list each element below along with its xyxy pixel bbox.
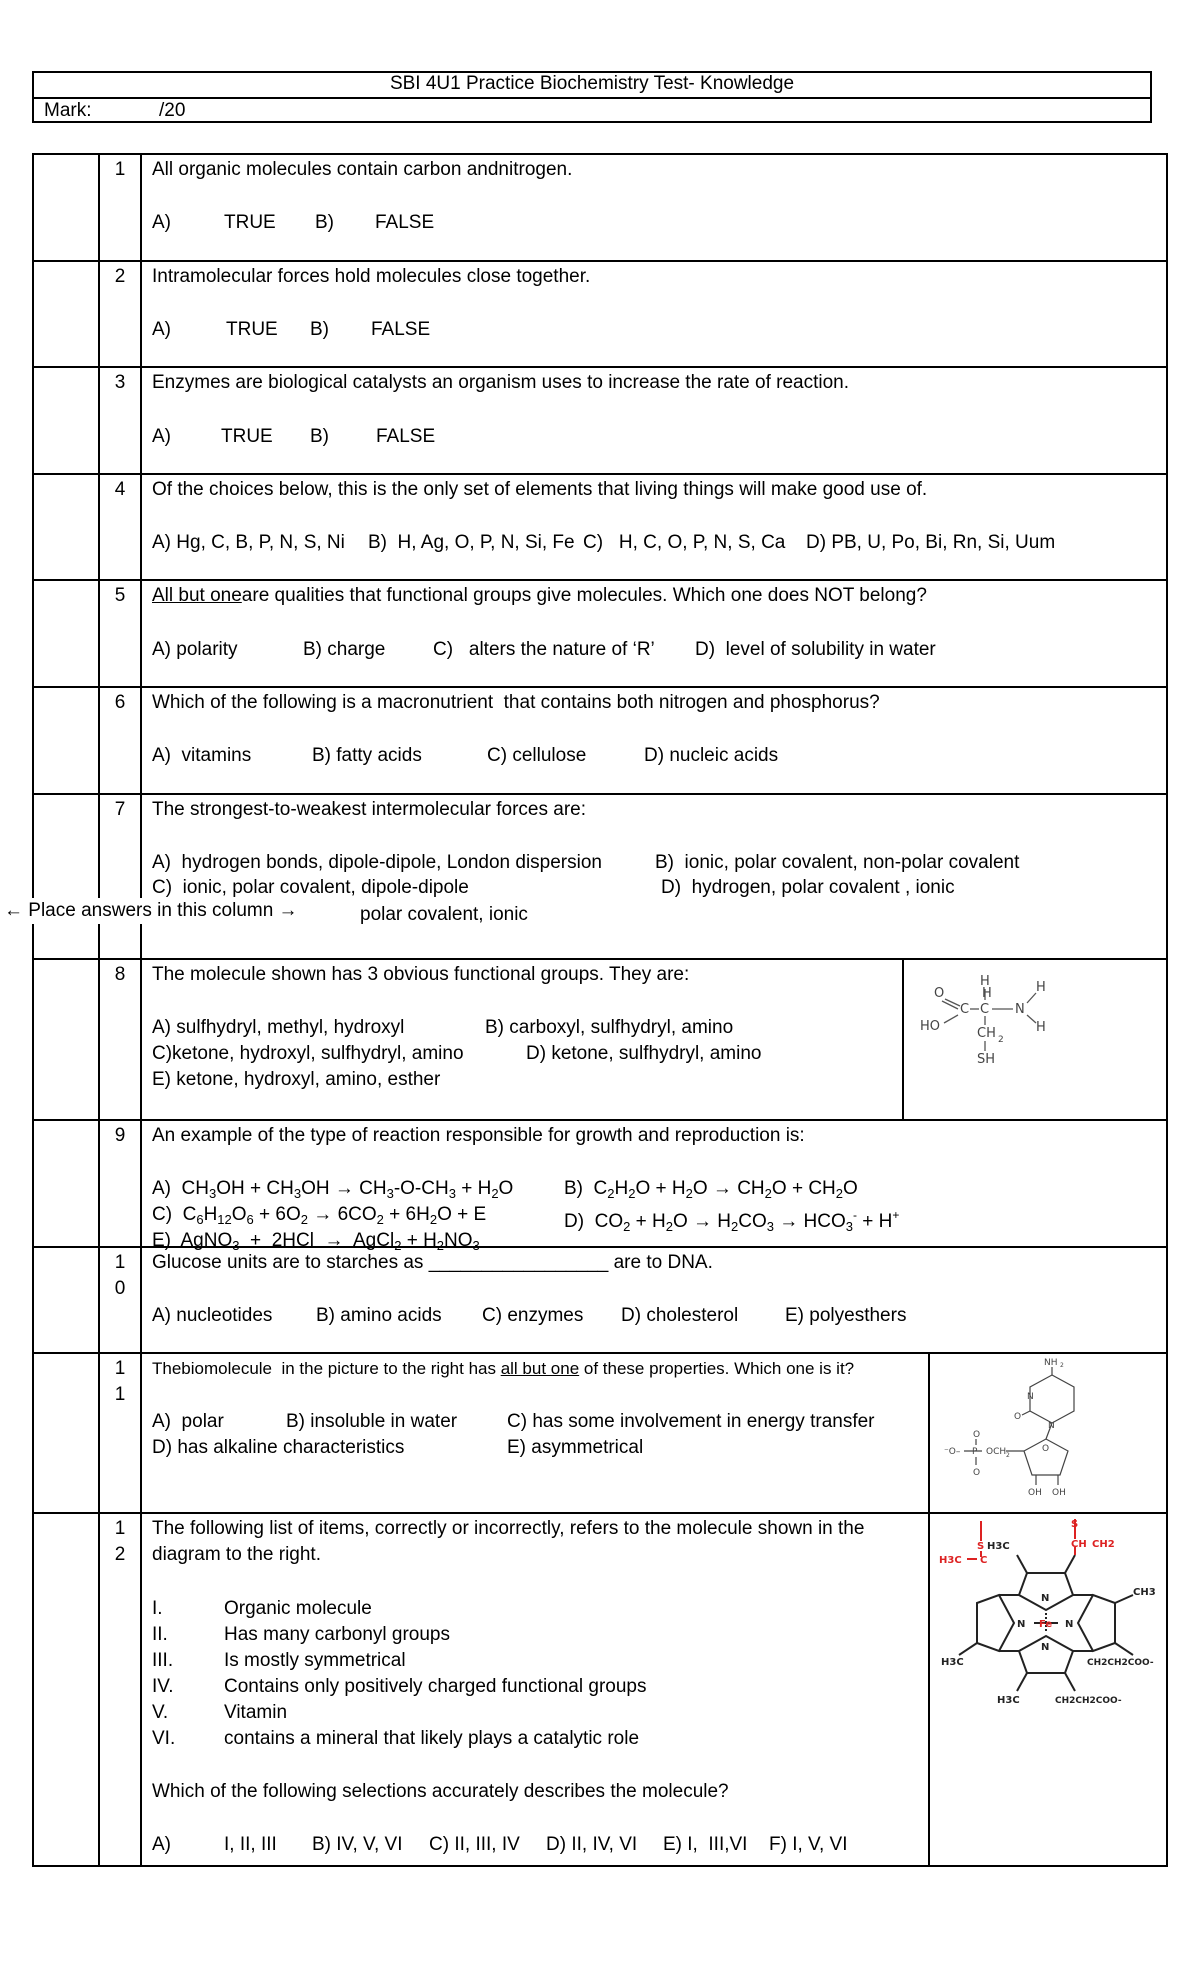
question-stem: Enzymes are biological catalysts an organism uses to increase the rate of reaction.	[152, 372, 850, 393]
option: B) carboxyl, sulfhydryl, amino	[485, 1017, 734, 1038]
option: TRUE	[226, 319, 278, 340]
question-number: 6	[114, 692, 126, 713]
atom-label: H3C	[997, 1695, 1020, 1706]
list-item-text: Organic molecule	[224, 1598, 372, 1619]
atom-label: OCH	[986, 1447, 1007, 1457]
list-item-text: Has many carbonyl groups	[224, 1624, 450, 1645]
option: B) insoluble in water	[286, 1411, 458, 1432]
question-number: 3	[114, 372, 126, 393]
atom-label: S	[1071, 1519, 1079, 1530]
atom-label: NH	[1044, 1358, 1058, 1368]
cysteine-structure-image	[912, 963, 1062, 1073]
option: A) $CH_3OH + CH_3OH \to CH_3-O-CH_3 + H_2O$	[152, 1178, 514, 1201]
header-divider	[34, 97, 1152, 99]
option: D) II, IV, VI	[546, 1834, 638, 1855]
option: FALSE	[375, 212, 435, 233]
option: B) $C_2H_2O + H_2O \to CH_2O + CH_2O$	[564, 1178, 858, 1201]
option: F) I, V, VI	[769, 1834, 848, 1855]
option: FALSE	[376, 426, 436, 447]
list-item-numeral: I.	[152, 1598, 163, 1619]
question-stem: The strongest-to-weakest intermolecular forces are:	[152, 799, 587, 820]
atom-label: N	[1017, 1619, 1026, 1630]
option: D) cholesterol	[621, 1305, 739, 1326]
question-stem: The following list of items, correctly or incorrectly, refers to the molecule shown in the diagram to the right.	[152, 1518, 865, 1565]
atom-label: O	[973, 1468, 981, 1478]
atom-label: OH	[1028, 1488, 1042, 1498]
atom-label: CH	[1071, 1539, 1087, 1550]
question-stem: Thebiomolecule in the picture to the right has all but one of these properties. Which one is it?	[152, 1359, 855, 1378]
option: B) fatty acids	[312, 745, 422, 766]
svg-text:⁻O–: ⁻O–	[944, 1447, 961, 1457]
list-item-numeral: II.	[152, 1624, 168, 1645]
option: C) $C_6H_{12}O_6 + 6O_2 \to 6CO_2 + 6H_2O + E$	[152, 1204, 487, 1227]
option: B) charge	[303, 639, 386, 660]
question-number: 7	[114, 799, 126, 820]
question-stem: Which of the following is a macronutrient that contains both nitrogen and phosphorus?	[152, 692, 880, 713]
atom-label: H	[1036, 1020, 1046, 1035]
atom-label: N	[1065, 1619, 1074, 1630]
atom-label: 2	[1006, 1452, 1010, 1459]
atom-label: CH2	[1092, 1539, 1115, 1550]
option: B)	[310, 319, 329, 340]
option: TRUE	[221, 426, 273, 447]
atom-label: H3C	[939, 1555, 962, 1566]
atom-label: Fe	[1039, 1619, 1053, 1630]
question-number: 1 2	[114, 1518, 126, 1565]
option: C) alters the nature of ‘R’	[433, 639, 655, 660]
atom-label: N	[1048, 1421, 1055, 1431]
list-item-text: contains a mineral that likely plays a catalytic role	[224, 1728, 640, 1749]
option: D) level of solubility in water	[695, 639, 936, 660]
option: E) I, III,VI	[663, 1834, 748, 1855]
atom-label: S	[977, 1541, 985, 1552]
question-number: 2	[114, 266, 126, 287]
option: D) hydrogen, polar covalent , ionic	[661, 877, 955, 898]
option: D) PB, U, Po, Bi, Rn, Si, Uum	[806, 532, 1056, 553]
list-item-text: Contains only positively charged functional groups	[224, 1676, 647, 1697]
atom-label: O	[1014, 1412, 1022, 1422]
question-stem: The molecule shown has 3 obvious functional groups. They are:	[152, 964, 690, 985]
option: TRUE	[224, 212, 276, 233]
question-table	[32, 153, 1168, 1866]
question-number: 1 1	[114, 1358, 126, 1405]
underlined-phrase: All but one	[152, 585, 242, 606]
question-number: 9	[114, 1125, 126, 1146]
test-header	[32, 71, 1152, 123]
atom-label: HO	[920, 1019, 941, 1034]
option: A)	[152, 426, 171, 447]
atom-label: O	[934, 986, 945, 1001]
atom-label: 2	[1060, 1362, 1064, 1369]
option: B) ionic, polar covalent, non-polar covalent	[655, 852, 1020, 873]
list-item-text: Vitamin	[224, 1702, 288, 1723]
question-number: 1 0	[114, 1252, 126, 1299]
atom-label: 2	[998, 1035, 1004, 1045]
atom-label: N	[1027, 1392, 1034, 1402]
option: B) H, Ag, O, P, N, Si, Fe	[368, 532, 575, 553]
question-stem: Glucose units are to starches as _________________ are to DNA.	[152, 1252, 713, 1273]
atom-label: H	[1036, 980, 1046, 995]
option-clipped: C) ionic, polar covalent, dipole-dipole	[152, 877, 469, 898]
option: FALSE	[371, 319, 431, 340]
atom-label: C	[980, 1555, 988, 1566]
option: D) $CO_2 + H_2O \to H_2CO_3 \to HCO_3^- + H^+$	[564, 1208, 900, 1234]
question-number: 4	[114, 479, 126, 500]
option: A) sulfhydryl, methyl, hydroxyl	[152, 1017, 405, 1038]
option: B)	[310, 426, 329, 447]
option: A)	[152, 212, 171, 233]
option: E) asymmetrical	[507, 1437, 644, 1458]
atom-label: H3C	[987, 1541, 1010, 1552]
option-continued: polar covalent, ionic	[360, 904, 528, 925]
option: A) polar	[152, 1411, 224, 1432]
question-stem: Of the choices below, this is the only set of elements that living things will make good use of.	[152, 479, 928, 500]
option: C) enzymes	[482, 1305, 584, 1326]
list-item-numeral: IV.	[152, 1676, 174, 1697]
question-number: 5	[114, 585, 126, 606]
option: C) II, III, IV	[429, 1834, 520, 1855]
option: A)	[152, 319, 171, 340]
question-stem: All but oneare qualities that functional groups give molecules. Which one does NOT belong?	[152, 585, 927, 606]
list-item-numeral: III.	[152, 1650, 174, 1671]
option: E) polyesthers	[785, 1305, 907, 1326]
mark-label: Mark:	[44, 100, 92, 121]
atom-label: P	[972, 1447, 978, 1457]
option: E) AgNO$_3$ + 2HCl → AgCl$_2$ + $H_2NO_3$	[152, 1230, 480, 1253]
option: B)	[315, 212, 334, 233]
list-item-numeral: VI.	[152, 1728, 176, 1749]
atom-label: CH3	[1133, 1587, 1156, 1598]
option: B) amino acids	[316, 1305, 442, 1326]
option: E) ketone, hydroxyl, amino, esther	[152, 1069, 441, 1090]
nucleotide-structure-image	[942, 1355, 1122, 1505]
list-item-numeral: V.	[152, 1702, 169, 1723]
mark-value: /20	[159, 100, 186, 121]
option: C) H, C, O, P, N, S, Ca	[583, 532, 786, 553]
atom-label: SH	[977, 1052, 996, 1067]
atom-label: N	[1041, 1593, 1050, 1604]
question-prompt: Which of the following selections accurately describes the molecule?	[152, 1781, 729, 1802]
atom-label: CH	[977, 1026, 996, 1041]
option: I, II, III	[224, 1834, 277, 1855]
option: C) cellulose	[487, 745, 587, 766]
option: A) Hg, C, B, P, N, S, Ni	[152, 532, 345, 553]
atom-label: N	[1015, 1002, 1025, 1017]
test-title: SBI 4U1 Practice Biochemistry Test- Knowledge	[389, 73, 795, 94]
atom-label: C	[960, 1002, 970, 1017]
option: C) has some involvement in energy transfer	[507, 1411, 875, 1432]
atom-label: C	[980, 1002, 990, 1017]
option: C)ketone, hydroxyl, sulfhydryl, amino	[152, 1043, 464, 1064]
atom-label: CH2CH2COO-	[1087, 1658, 1154, 1668]
question-number: 8	[114, 964, 126, 985]
option: A) vitamins	[152, 745, 252, 766]
option: A)	[152, 1834, 171, 1855]
answer-column-note: ← Place answers in this column →	[0, 898, 302, 924]
heme-structure-image	[937, 1515, 1163, 1725]
option: A) hydrogen bonds, dipole-dipole, London dispersion	[152, 852, 602, 873]
option: A) polarity	[152, 639, 238, 660]
option: A) nucleotides	[152, 1305, 273, 1326]
atom-label: OH	[1052, 1488, 1066, 1498]
option: B) IV, V, VI	[312, 1834, 403, 1855]
atom-label: N	[1041, 1642, 1050, 1653]
atom-label: O	[973, 1430, 981, 1440]
question-stem: All organic molecules contain carbon andnitrogen.	[152, 159, 573, 180]
option: D) has alkaline characteristics	[152, 1437, 405, 1458]
underlined-phrase: all but one	[500, 1359, 580, 1378]
atom-label: H3C	[941, 1657, 964, 1668]
question-stem: Intramolecular forces hold molecules close together.	[152, 266, 591, 287]
atom-label: H	[980, 974, 990, 989]
atom-label: H	[982, 986, 992, 1001]
atom-label: O	[1042, 1444, 1050, 1454]
list-item-text: Is mostly symmetrical	[224, 1650, 406, 1671]
question-stem: An example of the type of reaction responsible for growth and reproduction is:	[152, 1125, 805, 1146]
option: D) ketone, sulfhydryl, amino	[526, 1043, 762, 1064]
question-number: 1	[114, 159, 126, 180]
atom-label: CH2CH2COO-	[1055, 1696, 1122, 1706]
option: D) nucleic acids	[644, 745, 779, 766]
